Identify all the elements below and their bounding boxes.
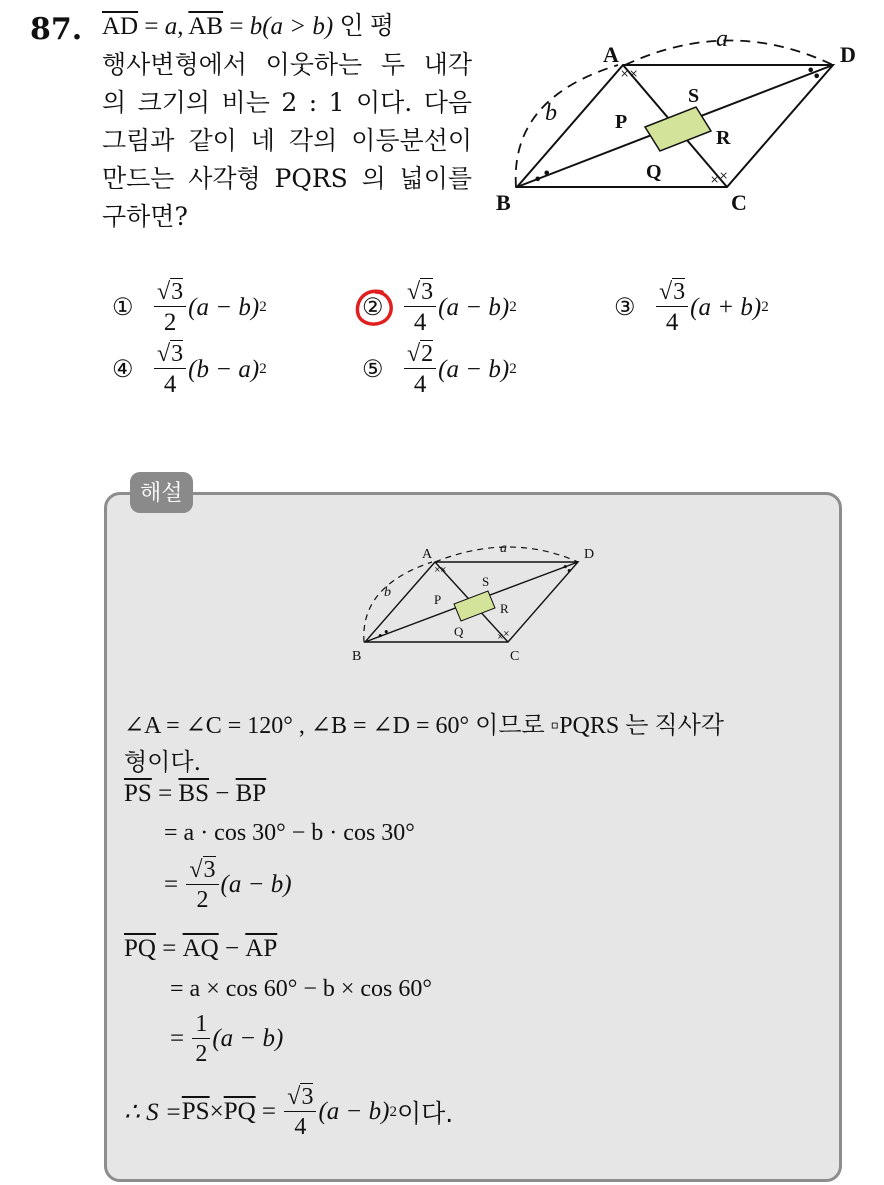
solution-line-1: ∠A = ∠C = 120° , ∠B = ∠D = 60° 이므로 ▫PQRS 는 직사각	[124, 713, 724, 739]
choice-1[interactable]	[112, 280, 267, 335]
arc-a	[625, 41, 833, 66]
point-p-label: P	[434, 592, 442, 607]
svg-text:•: •	[562, 561, 569, 574]
vertex-c-label: C	[731, 190, 747, 215]
svg-text:×: ×	[629, 67, 639, 80]
question-text	[102, 8, 472, 236]
svg-text:×: ×	[440, 565, 447, 574]
segment-aq: $\overline{AQ}$	[182, 935, 219, 962]
side-a-label: a	[716, 26, 728, 52]
frac-den: 4	[163, 371, 177, 398]
answer-circle-mark	[352, 286, 396, 330]
choice-5[interactable]	[362, 342, 517, 397]
svg-text:•: •	[812, 67, 822, 86]
point-q-label: Q	[646, 161, 662, 183]
vertex-a-label: A	[603, 42, 619, 67]
fraction: $\frac{√3}{2}$	[186, 858, 218, 912]
frac-den: 4	[294, 1114, 307, 1140]
segment-pq: $\overline{PQ}$	[223, 1098, 256, 1125]
solution-line-4: = a · cos 30° − b · cos 30°	[164, 820, 415, 846]
frac-den: 4	[665, 309, 679, 336]
frac-num: 3	[301, 1084, 314, 1110]
side-b-label: b	[545, 100, 557, 126]
fraction	[192, 1012, 210, 1066]
question-line-5: 만드는 사각형 PQRS 의 넓이를	[102, 164, 472, 193]
svg-text:•: •	[383, 626, 390, 639]
choice-expr: (b − a)	[188, 355, 260, 383]
frac-num: 3	[171, 341, 184, 367]
expr: (a − b)	[212, 1025, 284, 1052]
solution-line-7: = a × cos 60° − b × cos 60°	[170, 976, 432, 1002]
vertex-c-label: C	[510, 649, 520, 664]
choice-expr: (a + b)	[690, 293, 762, 321]
segment-ad: $\overline{AD}$	[102, 13, 139, 40]
expr: (a − b)	[318, 1098, 390, 1125]
fraction: $\frac{√3}{4}$	[656, 280, 688, 335]
frac-den: 2	[163, 309, 177, 336]
fraction: $\frac{√3}{2}$	[154, 280, 186, 335]
svg-text:×: ×	[497, 632, 504, 641]
question-line-3: 의 크기의 비는 2 : 1 이다. 다음	[102, 88, 472, 117]
eq-sign: =	[170, 1025, 185, 1052]
frac-num: 3	[421, 279, 434, 305]
svg-text:×: ×	[503, 629, 510, 638]
exponent: 2	[389, 1103, 397, 1120]
segment-ap: $\overline{AP}$	[245, 935, 278, 962]
choice-expr: (a − b)	[188, 293, 260, 321]
eq-sign: =	[223, 13, 250, 40]
choice-number: ④	[112, 357, 134, 383]
exponent: 2	[509, 299, 517, 315]
solution-line-8	[170, 1012, 283, 1066]
fraction: $\frac{√2}{4}$	[404, 342, 436, 397]
frac-num: 1	[192, 1012, 210, 1039]
ending: 이다.	[396, 1099, 454, 1128]
frac-den: 4	[413, 309, 427, 336]
svg-text:×: ×	[620, 67, 630, 80]
choice-expr: (a − b)	[438, 355, 510, 383]
vertex-a-label: A	[422, 547, 433, 562]
svg-text:•: •	[377, 630, 384, 643]
frac-num: 3	[171, 279, 184, 305]
segment-bs: $\overline{BS}$	[178, 780, 210, 807]
svg-text:×: ×	[710, 173, 720, 186]
question-line-2: 행사변형에서 이웃하는 두 내각	[102, 50, 472, 79]
fraction: $\frac{√3}{4}$	[284, 1085, 316, 1139]
svg-text:•: •	[542, 164, 552, 183]
frac-den: 2	[195, 1041, 208, 1067]
choice-number: ⑤	[362, 357, 384, 383]
choice-number: ③	[614, 295, 636, 321]
solution-tag: 해설	[130, 472, 193, 513]
frac-num: 2	[421, 341, 434, 367]
point-s-label: S	[482, 574, 490, 589]
choice-expr: (a − b)	[438, 293, 510, 321]
segment-bp: $\overline{BP}$	[235, 780, 267, 807]
solution-line-2: 형이다.	[124, 748, 202, 776]
times: ×	[209, 1098, 224, 1125]
rectangle-pqrs	[645, 107, 711, 151]
choice-number: ①	[112, 295, 134, 321]
svg-text:•: •	[533, 170, 543, 189]
frac-den: 4	[413, 371, 427, 398]
segment-ps: $\overline{PS}$	[124, 780, 152, 807]
choice-4[interactable]	[112, 342, 267, 397]
point-q-label: Q	[454, 624, 464, 639]
segment-ps: $\overline{PS}$	[181, 1098, 210, 1125]
solution-figure	[340, 538, 610, 668]
vertex-d-label: D	[840, 42, 856, 67]
solution-line-9: ∴ S = $\overline{PS}$ × $\overline{PQ}$ = $\frac{√3}{4}$ (a − b) 2 이다.	[124, 1084, 454, 1140]
svg-text:×: ×	[434, 565, 441, 574]
question-line-1	[102, 8, 472, 46]
point-r-label: R	[500, 601, 509, 616]
point-s-label: S	[688, 85, 700, 107]
vertex-b-label: B	[352, 649, 362, 664]
exponent: 2	[509, 361, 517, 377]
exponent: 2	[259, 361, 267, 377]
choice-3[interactable]	[614, 280, 769, 335]
svg-text:•: •	[566, 565, 573, 578]
svg-text:•: •	[806, 61, 816, 80]
frac-den: 2	[196, 887, 209, 913]
fraction: $\frac{√3}{4}$	[154, 342, 186, 397]
frac-num: 3	[673, 279, 686, 305]
fraction: $\frac{√3}{4}$	[404, 280, 436, 335]
solution-line-6: $\overline{PQ}$ = $\overline{AQ}$ − $\overline{AP}$	[124, 935, 278, 962]
segment-pq: $\overline{PQ}$	[124, 935, 156, 962]
comma: ,	[177, 13, 189, 40]
expr: (a − b)	[220, 871, 292, 898]
choice-number: ②	[362, 295, 384, 321]
exponent: 2	[761, 299, 769, 315]
question-line-6: 구하면?	[102, 202, 188, 231]
eq-sign: =	[138, 13, 165, 40]
point-r-label: R	[716, 127, 731, 149]
b-condition: b(a > b)	[249, 13, 334, 40]
solution-line-3: $\overline{PS}$ = $\overline{BS}$ − $\overline{BP}$	[124, 780, 267, 807]
vertex-b-label: B	[496, 190, 511, 215]
solution-line-5	[164, 858, 292, 912]
parallelogram-figure	[490, 20, 870, 220]
text-rest: 인 평	[333, 13, 395, 40]
question-line-4: 그림과 같이 네 각의 이등분선이	[102, 126, 472, 155]
point-p-label: P	[615, 111, 628, 133]
question-number: 87.	[30, 12, 83, 47]
eq-sign: =	[164, 871, 179, 898]
svg-text:×: ×	[719, 169, 729, 182]
therefore: ∴ S =	[124, 1099, 182, 1126]
segment-ab: $\overline{AB}$	[188, 13, 224, 40]
vertex-d-label: D	[584, 547, 595, 562]
exponent: 2	[259, 299, 267, 315]
side-b-label: b	[384, 585, 391, 600]
frac-num: 3	[203, 857, 216, 883]
rectangle-pqrs	[454, 591, 495, 621]
var-a: a	[164, 13, 178, 40]
side-a-label: a	[500, 541, 507, 556]
